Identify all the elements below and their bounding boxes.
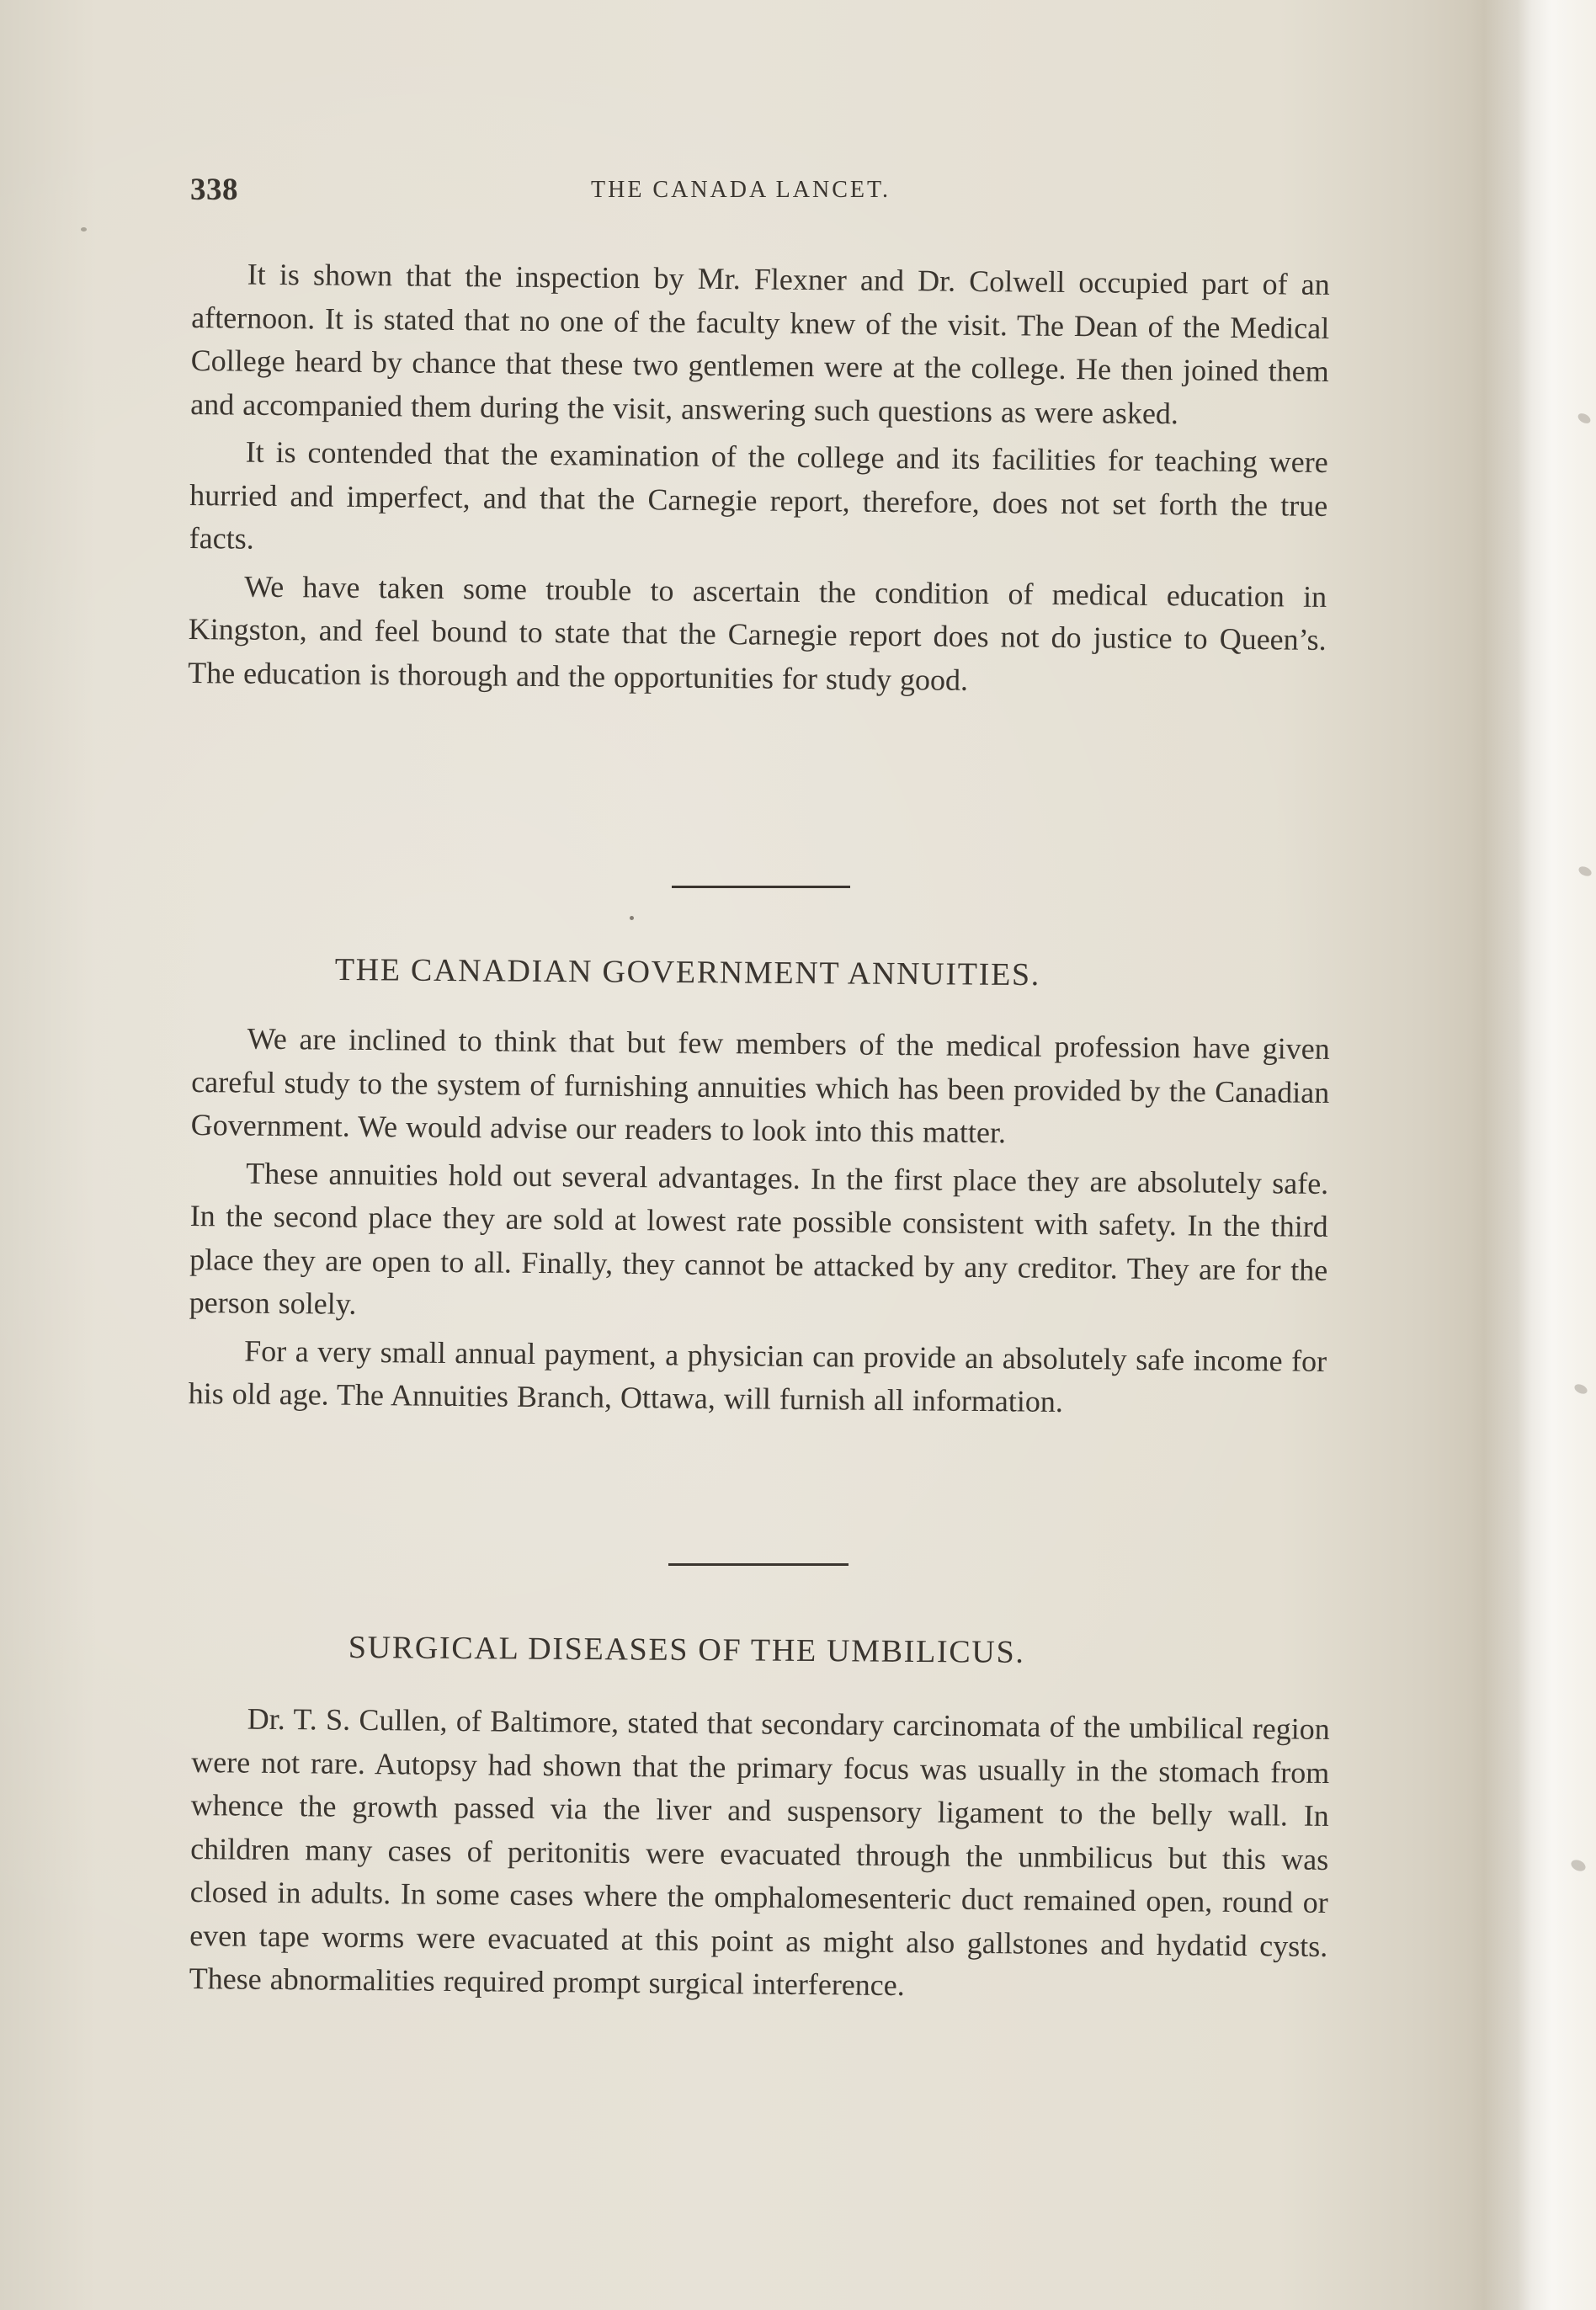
paragraph: We are inclined to think that but few members of the medical profession have given careful study to the system of furnishing annuities which has been provided by the Canadian Government. We would advise our readers to look into this matter. bbox=[190, 1021, 1330, 1150]
section-divider bbox=[672, 886, 850, 888]
ink-speck bbox=[81, 227, 87, 232]
paragraph: We have taken some trouble to ascertain the condition of medical education in Kingston, and feel bound to state that the Carnegie report does not do justice to Queen’s. The education is thorough and the opportunities for study good. bbox=[188, 569, 1327, 697]
paragraph: Dr. T. S. Cullen, of Baltimore, stated that secondary carcinomata of the umbilical region were not rare. Autopsy had shown that the primary focus was usually in the stomach from whence the growth passed via the liver and suspensory ligament to the belly wall. In children many cases of peritonitis were evacuated through the unmbilicus but this was closed in adults. In some cases where the omphalomesenteric duct remained open, round or even tape worms were evacuated at this point as might also gallstones and hydatid cysts. These abnormalities required prompt surgical interference. bbox=[189, 1701, 1330, 2003]
ink-dot bbox=[630, 916, 634, 920]
article-umbilicus bbox=[189, 1697, 1330, 2011]
article-dean-report bbox=[188, 253, 1330, 705]
page-edge-shadow bbox=[1470, 0, 1596, 2310]
section-divider bbox=[668, 1563, 849, 1566]
paragraph: It is contended that the examination of the college and its facilities for teaching were hurried and imperfect, and that the Carnegie report, therefore, does not set forth the true facts. bbox=[189, 434, 1328, 556]
paragraph: It is shown that the inspection by Mr. Flexner and Dr. Colwell occupied part of an afternoon. It is stated that no one of the faculty knew of the visit. The Dean of the Medical College heard by chance that these two gentlemen were at the college. He then joined them and accompanied them during the visit, answering such questions as were asked. bbox=[190, 257, 1330, 430]
section-title-annuities: THE CANADIAN GOVERNMENT ANNUITIES. bbox=[334, 952, 1041, 993]
running-head: THE CANADA LANCET. bbox=[591, 177, 891, 203]
article-annuities bbox=[188, 1017, 1329, 1426]
paragraph: For a very small annual payment, a physician can provide an absolutely safe income for his old age. The Annuities Branch, Ottawa, will furnish all information. bbox=[188, 1333, 1327, 1418]
page-number: 338 bbox=[190, 173, 238, 207]
paragraph: These annuities hold out several advantages. In the first place they are absolutely safe. In the second place they are sold at lowest rate possible consistent with safety. In the third place they are open to all. Finally, they cannot be attacked by any creditor. They are for the person solely. bbox=[189, 1156, 1329, 1321]
section-title-umbilicus: SURGICAL DISEASES OF THE UMBILICUS. bbox=[348, 1630, 1025, 1670]
